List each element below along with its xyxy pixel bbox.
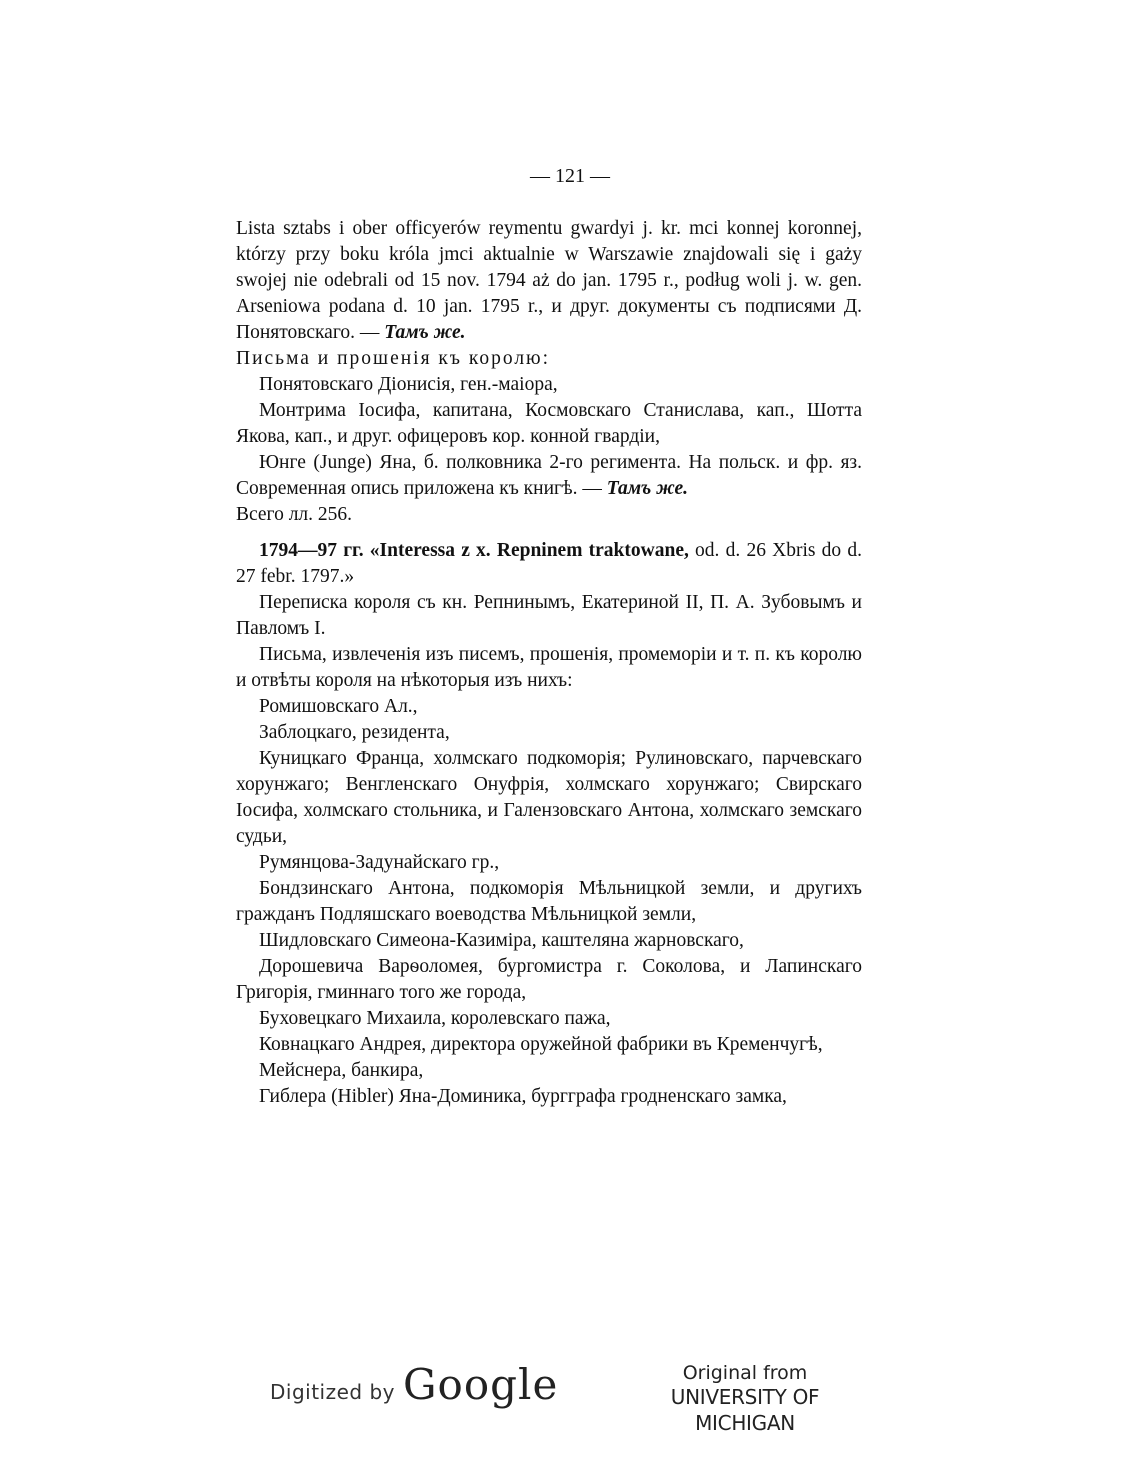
source-reference: Тамъ же. xyxy=(606,478,689,499)
paragraph xyxy=(236,1084,862,1110)
paragraph-text: Монтрима Іосифа, капитана, Космовскаго Станислава, кап., Шотта Якова, кап., и друг. офицеровъ кор. конной гвардіи, xyxy=(236,400,862,447)
paragraph-text: Письма и прошенія къ королю: xyxy=(236,348,551,369)
source-attribution xyxy=(620,1362,870,1436)
paragraph xyxy=(236,746,862,850)
paragraph-text: Буховецкаго Михаила, королевскаго пажа, xyxy=(259,1008,611,1029)
paragraph xyxy=(236,694,862,720)
paragraph xyxy=(236,346,862,372)
google-digitized-mark xyxy=(270,1360,558,1410)
paragraph xyxy=(236,720,862,746)
paragraph-text: Письма, извлеченія изъ писемъ, прошенія, промеморіи и т. п. къ королю и отвѣты короля на нѣкоторыя изъ нихъ: xyxy=(236,644,862,691)
paragraph xyxy=(236,876,862,928)
paragraph-text: Всего лл. 256. xyxy=(236,504,353,525)
source-reference: Тамъ же. xyxy=(384,322,466,343)
paragraph xyxy=(236,954,862,1006)
google-logo: Google xyxy=(403,1360,559,1409)
paragraph xyxy=(236,1058,862,1084)
paragraph xyxy=(236,590,862,642)
paragraph-text: Мейснера, банкира, xyxy=(259,1060,424,1081)
paragraph-text: Заблоцкаго, резидента, xyxy=(259,722,450,743)
paragraph-text: Шидловскаго Симеона-Казиміра, каштеляна жарновскаго, xyxy=(259,930,744,951)
original-from-label: Original from xyxy=(682,1362,808,1384)
body-text xyxy=(236,216,862,1110)
paragraph-text: Дорошевича Варѳоломея, бургомистра г. Соколова, и Лапинскаго Григорія, гминнаго того же города, xyxy=(236,956,862,1003)
entry-heading: 1794—97 гг. «Interessa z x. Repninem traktowane, xyxy=(259,540,689,561)
paragraph xyxy=(236,538,862,590)
paragraph-text: Переписка короля съ кн. Репнинымъ, Екатериной II, П. А. Зубовымъ и Павломъ I. xyxy=(236,592,862,639)
paragraph-text: od. d. 26 Xbris do d. 27 febr. 1797.» xyxy=(236,540,862,587)
paragraph-text: Юнге (Junge) Яна, б. полковника 2-го регимента. На польск. и фр. яз. Современная опись приложена къ книгѣ. — xyxy=(236,452,862,499)
paragraph xyxy=(236,928,862,954)
university-label: UNIVERSITY OF MICHIGAN xyxy=(670,1385,820,1435)
paragraph-text: Понятовскаго Діонисія, ген.-маіора, xyxy=(259,374,558,395)
paragraph-text: Ковнацкаго Андрея, директора оружейной фабрики въ Кременчугѣ, xyxy=(259,1034,823,1055)
paragraph xyxy=(236,398,862,450)
paragraph xyxy=(236,850,862,876)
paragraph-text: Бондзинскаго Антона, подкоморія Мѣльницкой земли, и другихъ гражданъ Подляшскаго воеводства Мѣльницкой земли, xyxy=(236,878,862,925)
page-number: — 121 — xyxy=(530,165,610,187)
paragraph xyxy=(236,642,862,694)
paragraph xyxy=(236,1006,862,1032)
paragraph-text: Lista sztabs i ober officyerów reymentu gwardyi j. kr. mci konnej koronnej, którzy przy boku króla jmci aktualnie w Warszawie znajdowali się i gaży swojej nie odebrali od 15 nov. 1794 aż do jan. 1795 r., podług woli j. w. gen. Arseniowa podana d. 10 jan. 1795 r., и друг. документы съ подписями Д. Понятовскаго. — xyxy=(236,218,862,343)
paragraph-text: Румянцова-Задунайскаго гр., xyxy=(259,852,500,873)
paragraph-text: Куницкаго Франца, холмскаго подкоморія; Рулиновскаго, парчевскаго хорунжаго; Венгленскаго Онуфрія, холмскаго хорунжаго; Свирскаго Іосифа, холмскаго стольника, и Галензовскаго Антона, холмскаго земскаго судьи, xyxy=(236,748,862,847)
paragraph xyxy=(236,372,862,398)
paragraph xyxy=(236,1032,862,1058)
paragraph-text: Ромишовскаго Ал., xyxy=(259,696,418,717)
digitized-by-label: Digitized by xyxy=(270,1380,395,1404)
paragraph-text: Гиблера (Hibler) Яна-Доминика, бургграфа гродненскаго замка, xyxy=(259,1086,787,1107)
paragraph xyxy=(236,450,862,502)
paragraph xyxy=(236,502,862,528)
paragraph xyxy=(236,216,862,346)
